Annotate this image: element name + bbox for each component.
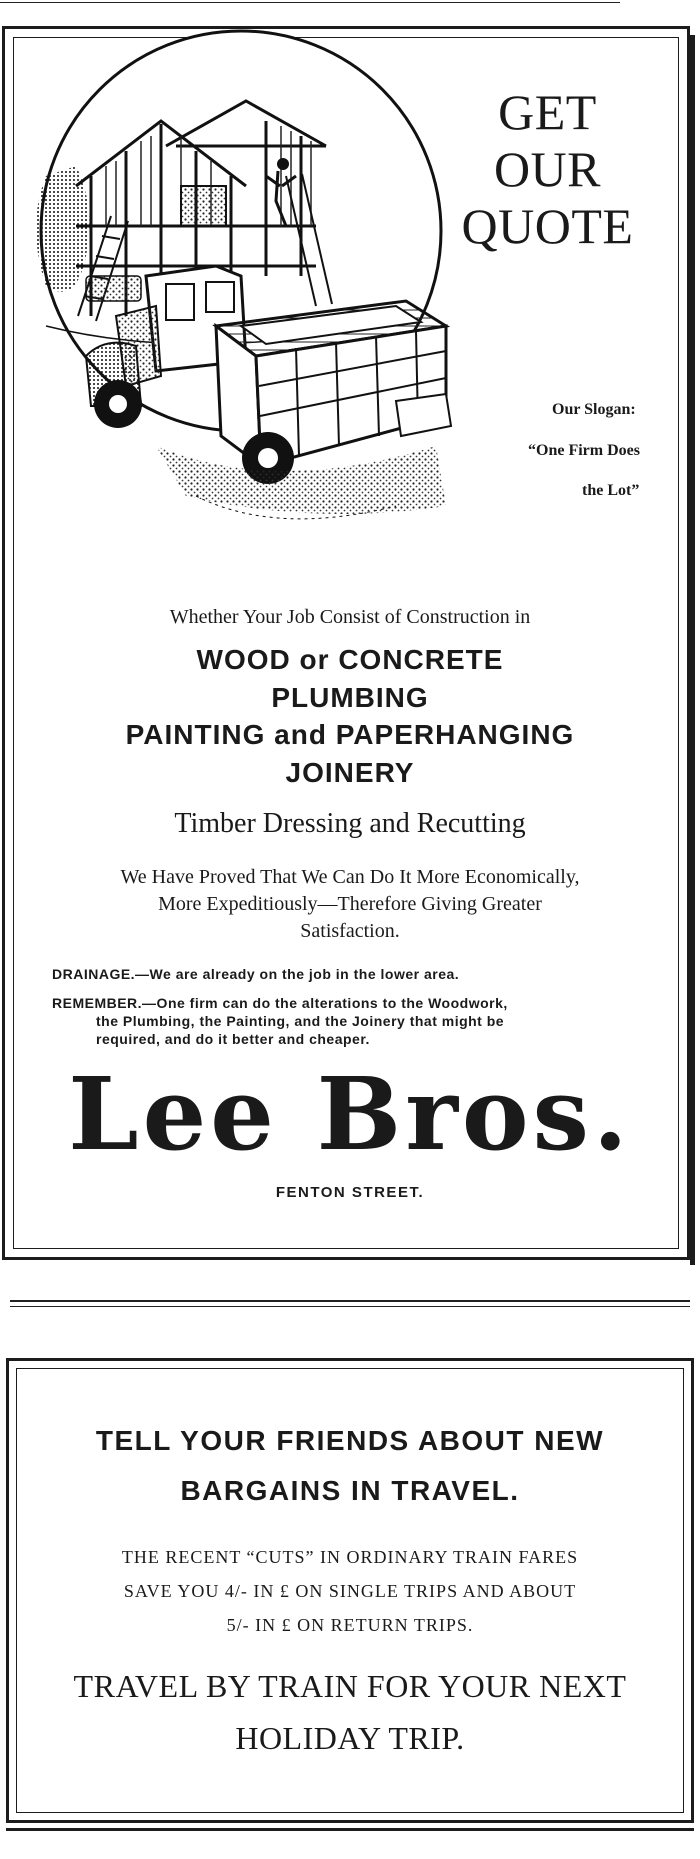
proved-line: More Expeditiously—Therefore Giving Greater [158, 893, 542, 915]
service-line: JOINERY [285, 757, 415, 788]
headline-line: QUOTE [461, 198, 634, 254]
travel-advert-bottom-rule [6, 1828, 694, 1831]
travel-headline-line: TELL YOUR FRIENDS ABOUT NEW [95, 1425, 605, 1456]
travel-by-train-closing [0, 1660, 700, 1764]
top-rule [0, 2, 620, 3]
remember-line: the Plumbing, the Painting, and the Joinery that might be [96, 1013, 505, 1029]
fare-cuts-line: 5/- IN £ ON RETURN TRIPS. [226, 1615, 474, 1635]
remember-notice [52, 994, 652, 1048]
remember-line: REMEMBER.—One firm can do the alterations to the Woodwork, [52, 995, 508, 1011]
headline-line: GET [498, 84, 597, 140]
drainage-notice: DRAINAGE.—We are already on the job in the lower area. [52, 966, 460, 982]
separator-rule [10, 1306, 690, 1307]
fare-cuts-line: THE RECENT “CUTS” IN ORDINARY TRAIN FARES [121, 1547, 579, 1567]
closing-line: HOLIDAY TRIP. [235, 1720, 465, 1756]
construction-intro: Whether Your Job Consist of Construction in [169, 606, 531, 628]
proved-line: We Have Proved That We Can Do It More Economically, [120, 866, 580, 888]
company-logo-wordmark: Lee Bros. [68, 1055, 632, 1173]
closing-line: TRAVEL BY TRAIN FOR YOUR NEXT [73, 1668, 627, 1704]
slogan-label: Our Slogan: [552, 401, 636, 418]
travel-headline-line: BARGAINS IN TRAVEL. [180, 1475, 520, 1506]
service-line: PLUMBING [271, 682, 429, 713]
fare-cuts-paragraph [0, 1540, 700, 1642]
get-our-quote-headline [440, 84, 655, 255]
fare-cuts-line: SAVE YOU 4/- IN £ ON SINGLE TRIPS AND ABOUT [123, 1581, 577, 1601]
service-line: WOOD or CONCRETE [196, 644, 504, 675]
separator-rule [10, 1300, 690, 1302]
headline-line: OUR [493, 141, 602, 197]
timber-dressing-line: Timber Dressing and Recutting [174, 808, 526, 839]
service-line: PAINTING and PAPERHANGING [125, 719, 575, 750]
slogan-line: “One Firm Does [528, 442, 640, 459]
proved-paragraph [40, 864, 660, 945]
remember-line: required, and do it better and cheaper. [96, 1031, 370, 1047]
company-address: FENTON STREET. [275, 1184, 425, 1201]
proved-line: Satisfaction. [300, 920, 400, 942]
slogan-line: the Lot” [582, 482, 640, 499]
